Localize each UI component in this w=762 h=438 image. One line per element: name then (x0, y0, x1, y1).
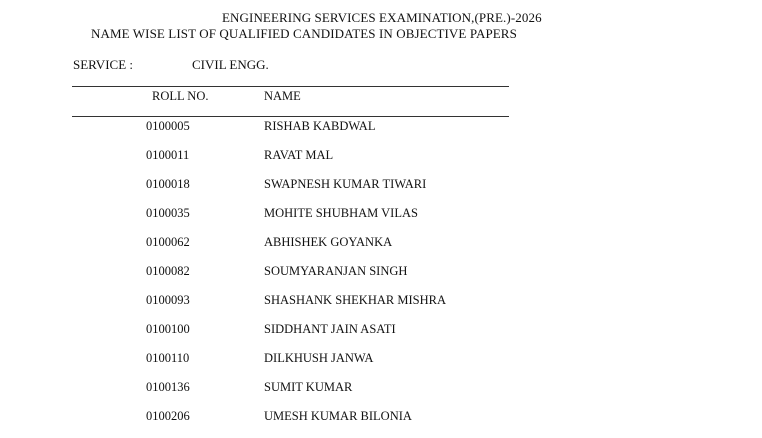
column-header-roll-no: ROLL NO. (152, 89, 209, 103)
candidate-name: ABHISHEK GOYANKA (264, 235, 393, 249)
candidate-name: MOHITE SHUBHAM VILAS (264, 206, 418, 220)
roll-number: 0100100 (146, 322, 190, 336)
roll-number: 0100082 (146, 264, 190, 278)
table-row (0, 380, 762, 409)
table-header-rule (72, 116, 509, 117)
roll-number: 0100093 (146, 293, 190, 307)
roll-number: 0100062 (146, 235, 190, 249)
candidate-name: RISHAB KABDWAL (264, 119, 376, 133)
candidate-name: SOUMYARANJAN SINGH (264, 264, 408, 278)
candidate-name: SHASHANK SHEKHAR MISHRA (264, 293, 446, 307)
candidate-list (0, 119, 762, 438)
table-row (0, 351, 762, 380)
table-row (0, 235, 762, 264)
service-value: CIVIL ENGG. (192, 57, 269, 72)
candidate-name: SUMIT KUMAR (264, 380, 353, 394)
roll-number: 0100005 (146, 119, 190, 133)
roll-number: 0100206 (146, 409, 190, 423)
service-label: SERVICE : (73, 57, 133, 72)
candidate-name: SWAPNESH KUMAR TIWARI (264, 177, 427, 191)
table-row (0, 177, 762, 206)
roll-number: 0100035 (146, 206, 190, 220)
candidate-name: RAVAT MAL (264, 148, 334, 162)
table-row (0, 293, 762, 322)
table-row (0, 148, 762, 177)
candidate-name: DILKHUSH JANWA (264, 351, 374, 365)
table-row (0, 409, 762, 438)
table-row (0, 322, 762, 351)
document-subtitle: NAME WISE LIST OF QUALIFIED CANDIDATES IN OBJECTIVE PAPERS (91, 26, 517, 41)
table-top-rule (72, 86, 509, 87)
document-title: ENGINEERING SERVICES EXAMINATION,(PRE.)-2026 (222, 10, 542, 25)
candidate-name: SIDDHANT JAIN ASATI (264, 322, 396, 336)
roll-number: 0100110 (146, 351, 190, 365)
table-row (0, 119, 762, 148)
roll-number: 0100136 (146, 380, 190, 394)
roll-number: 0100011 (146, 148, 190, 162)
roll-number: 0100018 (146, 177, 190, 191)
candidate-name: UMESH KUMAR BILONIA (264, 409, 412, 423)
table-row (0, 264, 762, 293)
table-row (0, 206, 762, 235)
column-header-name: NAME (264, 89, 301, 103)
